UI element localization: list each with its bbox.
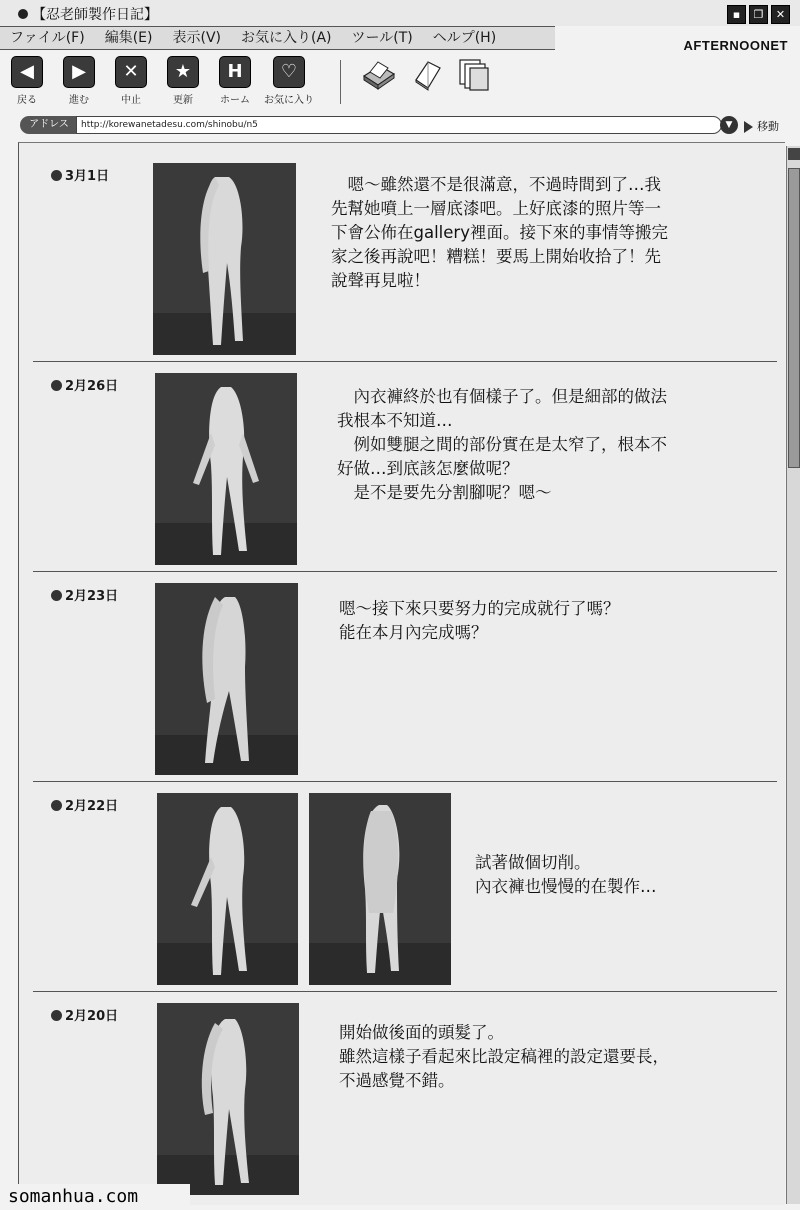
star-refresh-icon: ★ xyxy=(167,56,199,88)
address-label: アドレス xyxy=(20,116,78,134)
figure-photo xyxy=(157,1003,299,1195)
heart-icon: ♡ xyxy=(273,56,305,88)
diary-entry xyxy=(19,365,785,575)
stop-label: 中止 xyxy=(121,95,141,106)
address-bar xyxy=(0,112,800,140)
close-icon[interactable]: ✕ xyxy=(771,5,790,24)
print-button[interactable] xyxy=(360,58,396,92)
title-bar xyxy=(0,0,800,26)
entry-divider xyxy=(33,571,777,572)
go-label: 移動 xyxy=(757,120,779,133)
entry-text xyxy=(339,597,620,645)
maximize-icon[interactable]: ❐ xyxy=(749,5,768,24)
minimize-icon[interactable]: ▪ xyxy=(727,5,746,24)
entry-date: 2月20日 xyxy=(51,1005,118,1024)
entry-line: 內衣褲也慢慢的在製作… xyxy=(475,877,657,896)
entry-date: 3月1日 xyxy=(51,165,109,184)
home-h-icon: H xyxy=(219,56,251,88)
mail-icon xyxy=(410,58,446,92)
go-button[interactable] xyxy=(744,118,779,134)
menu-bar xyxy=(0,26,555,50)
entry-line: 例如雙腿之間的部份實在是太窄了，根本不 xyxy=(337,435,667,454)
entry-date: 2月26日 xyxy=(51,375,118,394)
figure-photo xyxy=(155,583,298,775)
figure-photo-front xyxy=(157,793,298,985)
diary-entry xyxy=(19,143,785,363)
menu-view[interactable]: 表示(V) xyxy=(172,30,221,46)
watermark: somanhua.com xyxy=(0,1184,190,1210)
chevron-down-icon[interactable]: ▼ xyxy=(720,116,738,134)
entry-line: 我根本不知道… xyxy=(337,411,453,430)
window-icon xyxy=(18,9,28,19)
arrow-right-icon: ▶ xyxy=(63,56,95,88)
diary-entry xyxy=(19,995,785,1205)
entry-line: 是不是要先分割腳呢？嗯～ xyxy=(337,483,552,502)
entry-line: 開始做後面的頭髮了。 xyxy=(339,1023,504,1042)
entry-line: 內衣褲終於也有個樣子了。但是細部的做法 xyxy=(337,387,667,406)
mail-button[interactable] xyxy=(410,58,446,92)
entry-text xyxy=(337,385,667,505)
entry-date: 2月23日 xyxy=(51,585,118,604)
home-button[interactable] xyxy=(208,56,262,106)
entry-line: 能在本月內完成嗎？ xyxy=(339,623,488,642)
entry-divider xyxy=(33,361,777,362)
entry-line: 嗯～接下來只要努力的完成就行了嗎？ xyxy=(339,599,620,618)
menu-edit[interactable]: 編集(E) xyxy=(104,30,153,46)
entry-line: 家之後再說吧！糟糕！要馬上開始收拾了！先 xyxy=(331,247,661,266)
scroll-thumb[interactable] xyxy=(788,168,800,468)
forward-label: 進む xyxy=(69,95,89,106)
favorites-button[interactable] xyxy=(262,56,316,106)
refresh-label: 更新 xyxy=(173,95,193,106)
diary-entry xyxy=(19,575,785,785)
page-content xyxy=(18,142,785,1205)
entry-line: 說聲再見啦！ xyxy=(331,271,430,290)
vertical-scrollbar[interactable] xyxy=(786,146,800,1204)
back-button[interactable] xyxy=(0,56,54,106)
menu-help[interactable]: ヘルプ(H) xyxy=(432,30,497,46)
forward-button[interactable] xyxy=(52,56,106,106)
diary-entry xyxy=(19,785,785,995)
figure-photo xyxy=(153,163,296,355)
entry-divider xyxy=(33,781,777,782)
refresh-button[interactable] xyxy=(156,56,210,106)
entry-line: 雖然這樣子看起來比設定稿裡的設定還要長， xyxy=(339,1047,669,1066)
stop-x-icon: ✕ xyxy=(115,56,147,88)
entry-text xyxy=(331,173,668,293)
back-label: 戻る xyxy=(17,95,37,106)
menu-favorites[interactable]: お気に入り(A) xyxy=(241,30,332,46)
window-controls xyxy=(727,5,790,24)
figure-photo-back xyxy=(309,793,451,985)
entry-line: 下會公佈在gallery裡面。接下來的事情等搬完 xyxy=(331,223,668,242)
brand-logo: AFTERNOONET xyxy=(683,38,788,53)
figure-photo xyxy=(155,373,297,565)
entry-line: 先幫她噴上一層底漆吧。上好底漆的照片等一 xyxy=(331,199,661,218)
printer-icon xyxy=(360,58,396,92)
entry-text xyxy=(339,1021,669,1093)
entry-date: 2月22日 xyxy=(51,795,118,814)
go-arrow-icon xyxy=(744,121,753,133)
window-title: 【忍老師製作日記】 xyxy=(32,7,158,23)
entry-divider xyxy=(33,991,777,992)
arrow-left-icon: ◀ xyxy=(11,56,43,88)
menu-tools[interactable]: ツール(T) xyxy=(351,30,413,46)
address-input[interactable]: http://korewanetadesu.com/shinobu/n5 xyxy=(76,116,722,134)
entry-line: 好做…到底該怎麼做呢？ xyxy=(337,459,519,478)
stop-button[interactable] xyxy=(104,56,158,106)
menu-file[interactable]: ファイル(F) xyxy=(10,30,85,46)
pages-button[interactable] xyxy=(456,58,492,92)
toolbar xyxy=(0,52,800,112)
entry-line: 不過感覺不錯。 xyxy=(339,1071,455,1090)
entry-line: 試著做個切削。 xyxy=(475,853,591,872)
scroll-up-icon[interactable] xyxy=(788,148,800,160)
favorites-label: お気に入り xyxy=(264,95,314,106)
toolbar-separator xyxy=(340,60,341,104)
home-label: ホーム xyxy=(220,95,250,106)
entry-text xyxy=(475,851,657,899)
copy-pages-icon xyxy=(456,58,492,92)
entry-line: 嗯～雖然還不是很滿意，不過時間到了…我 xyxy=(331,175,661,194)
